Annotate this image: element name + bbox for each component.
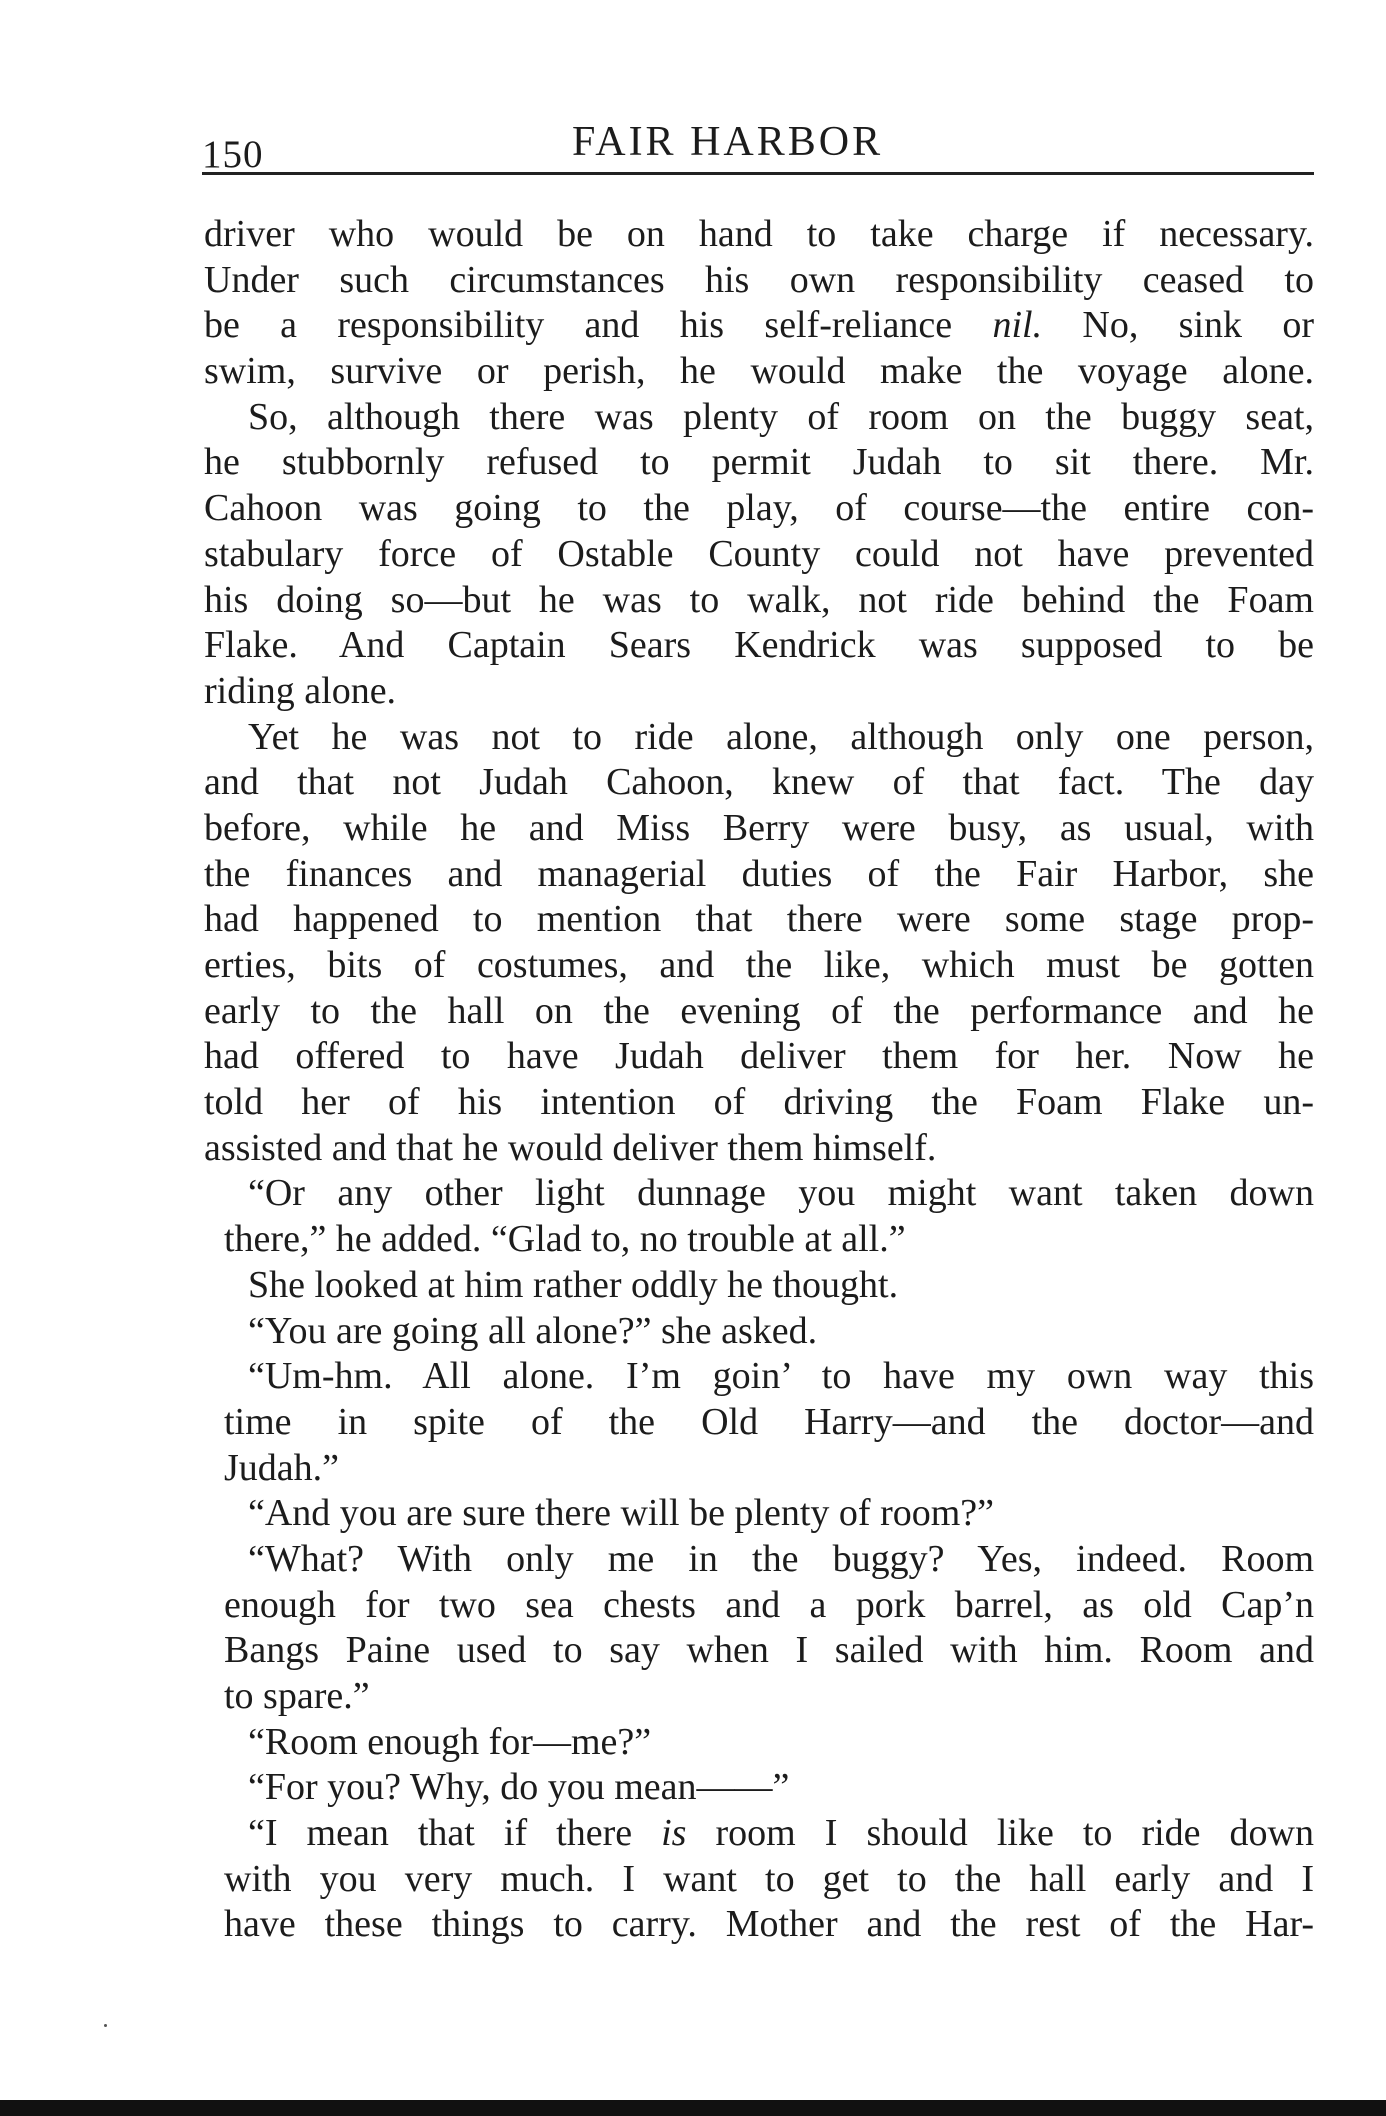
text-line [204,303,1314,349]
paragraph-start-line: “Or any other light dunnage you might want taken down [248,1172,1314,1215]
text-line: with you very much. I want to get to the hall early and I [224,1857,1314,1900]
paragraph-start-line [204,1811,1314,1857]
text-line: to spare.” [224,1675,370,1717]
paragraph-start-line: She looked at him rather oddly he thought. [248,1263,899,1306]
text-line: the finances and managerial duties of the Fair Harbor, she [204,852,1314,895]
text-line: Under such circumstances his own responsibility ceased to [204,258,1314,301]
text-line: Cahoon was going to the play, of course—the entire con- [204,487,1314,530]
paragraph-start-line: “And you are sure there will be plenty of room?” [248,1492,995,1535]
text-line: there,” he added. “Glad to, no trouble at all.” [224,1218,906,1261]
text-line: Bangs Paine used to say when I sailed with him. Room and [224,1629,1314,1672]
italic-word: nil. [992,304,1043,347]
text-line: had happened to mention that there were some stage prop- [204,898,1314,941]
text-line: he stubbornly refused to permit Judah to sit there. Mr. [204,441,1314,484]
text-line: before, while he and Miss Berry were busy, as usual, with [204,806,1314,849]
text-line: and that not Judah Cahoon, knew of that fact. The day [204,761,1314,804]
paragraph-start-line: “Um-hm. All alone. I’m goin’ to have my own way this [248,1355,1314,1398]
italic-word: is [661,1812,687,1855]
paragraph-start-line: “For you? Why, do you mean——” [248,1766,790,1809]
scan-speck [104,2024,107,2027]
text-line: told her of his intention of driving the Foam Flake un- [204,1081,1314,1124]
paragraph-start-line: Yet he was not to ride alone, although only one person, [248,715,1314,758]
paragraph-start-line: “Room enough for—me?” [248,1720,652,1763]
paragraph-start-line: So, although there was plenty of room on the buggy seat, [248,395,1314,438]
text-line: his doing so—but he was to walk, not ride behind the Foam [204,578,1314,621]
text-fragment: No, sink or [1042,304,1314,347]
text-line: have these things to carry. Mother and the rest of the Har- [224,1903,1314,1946]
text-line: riding alone. [204,669,397,712]
text-fragment: “I mean that if there [248,1812,662,1855]
text-fragment: be a responsibility and his self-reliance [204,304,993,347]
text-fragment: room I should like to ride down [686,1812,1314,1855]
text-line: swim, survive or perish, he would make the voyage alone. [204,350,1314,393]
text-line: Judah.” [224,1446,340,1489]
body-text [204,212,1314,1948]
text-line: had offered to have Judah deliver them for her. Now he [204,1035,1314,1078]
scan-bottom-border [0,2100,1386,2116]
running-head: FAIR HARBOR [572,119,884,165]
text-line: stabulary force of Ostable County could not have prevented [204,532,1314,575]
paragraph-start-line: “You are going all alone?” she asked. [248,1309,818,1352]
text-line: enough for two sea chests and a pork barrel, as old Cap’n [224,1583,1314,1626]
text-line: erties, bits of costumes, and the like, which must be gotten [204,944,1314,986]
page-number: 150 [202,133,264,176]
text-line: Flake. And Captain Sears Kendrick was supposed to be [204,624,1314,667]
page-header [202,118,1314,175]
text-line: early to the hall on the evening of the performance and he [204,989,1314,1032]
text-line: driver who would be on hand to take charge if necessary. [204,213,1314,255]
text-line: assisted and that he would deliver them himself. [204,1126,937,1169]
paragraph-start-line: “What? With only me in the buggy? Yes, indeed. Room [248,1537,1314,1580]
text-line: time in spite of the Old Harry—and the doctor—and [224,1400,1314,1443]
